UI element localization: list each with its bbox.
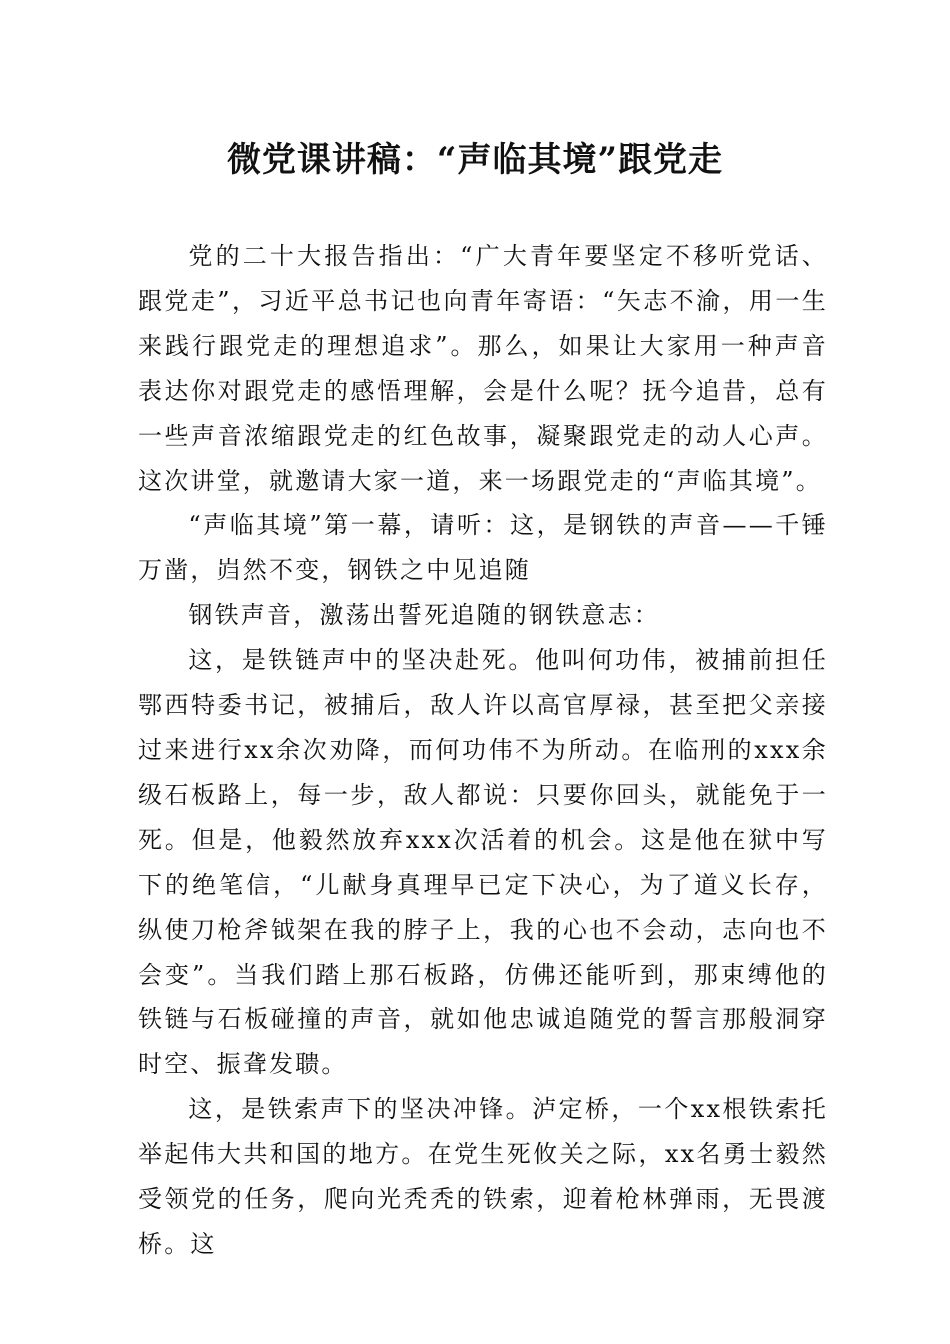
paragraph-intro: 党的二十大报告指出：“广大青年要坚定不移听党话、跟党走”，习近平总书记也向青年寄语：“矢志不渝，用一生来践行跟党走的理想追求”。那么，如果让大家用一种声音表达你对跟党走的感悟理解，会是什么呢？抚今追昔，总有一些声音浓缩跟党走的红色故事，凝聚跟党走的动人心声。这次讲堂，就邀请大家一道，来一场跟党走的“声临其境”。 bbox=[138, 242, 828, 495]
document-body bbox=[138, 234, 828, 1267]
document-title: 微党课讲稿：“声临其境”跟党走 bbox=[226, 140, 724, 180]
paragraph-he-gongwei: 这，是铁链声中的坚决赴死。他叫何功伟，被捕前担任鄂西特委书记，被捕后，敌人许以高官厚禄，甚至把父亲接过来进行xx余次劝降，而何功伟不为所动。在临刑的xxx余级石板路上，每一步，敌人都说：只要你回头，就能免于一死。但是，他毅然放弃xxx次活着的机会。这是他在狱中写下的绝笔信，“儿献身真理早已定下决心，为了道义长存，纵使刀枪斧钺架在我的脖子上，我的心也不会动，志向也不会变”。当我们踏上那石板路，仿佛还能听到，那束缚他的铁链与石板碰撞的声音，就如他忠诚追随党的誓言那般洞穿时空、振聋发聩。 bbox=[138, 646, 828, 1079]
paragraph-steel-voice: 钢铁声音，激荡出誓死追随的钢铁意志： bbox=[188, 601, 660, 630]
paragraph-luding-bridge: 这，是铁索声下的坚决冲锋。泸定桥，一个xx根铁索托举起伟大共和国的地方。在党生死攸关之际，xx名勇士毅然受领党的任务，爬向光秃秃的铁索，迎着枪林弹雨，无畏渡桥。这 bbox=[138, 1095, 828, 1258]
paragraph-scene-one: “声临其境”第一幕，请听：这，是钢铁的声音——千锤万凿，岿然不变，钢铁之中见追随 bbox=[138, 511, 828, 585]
